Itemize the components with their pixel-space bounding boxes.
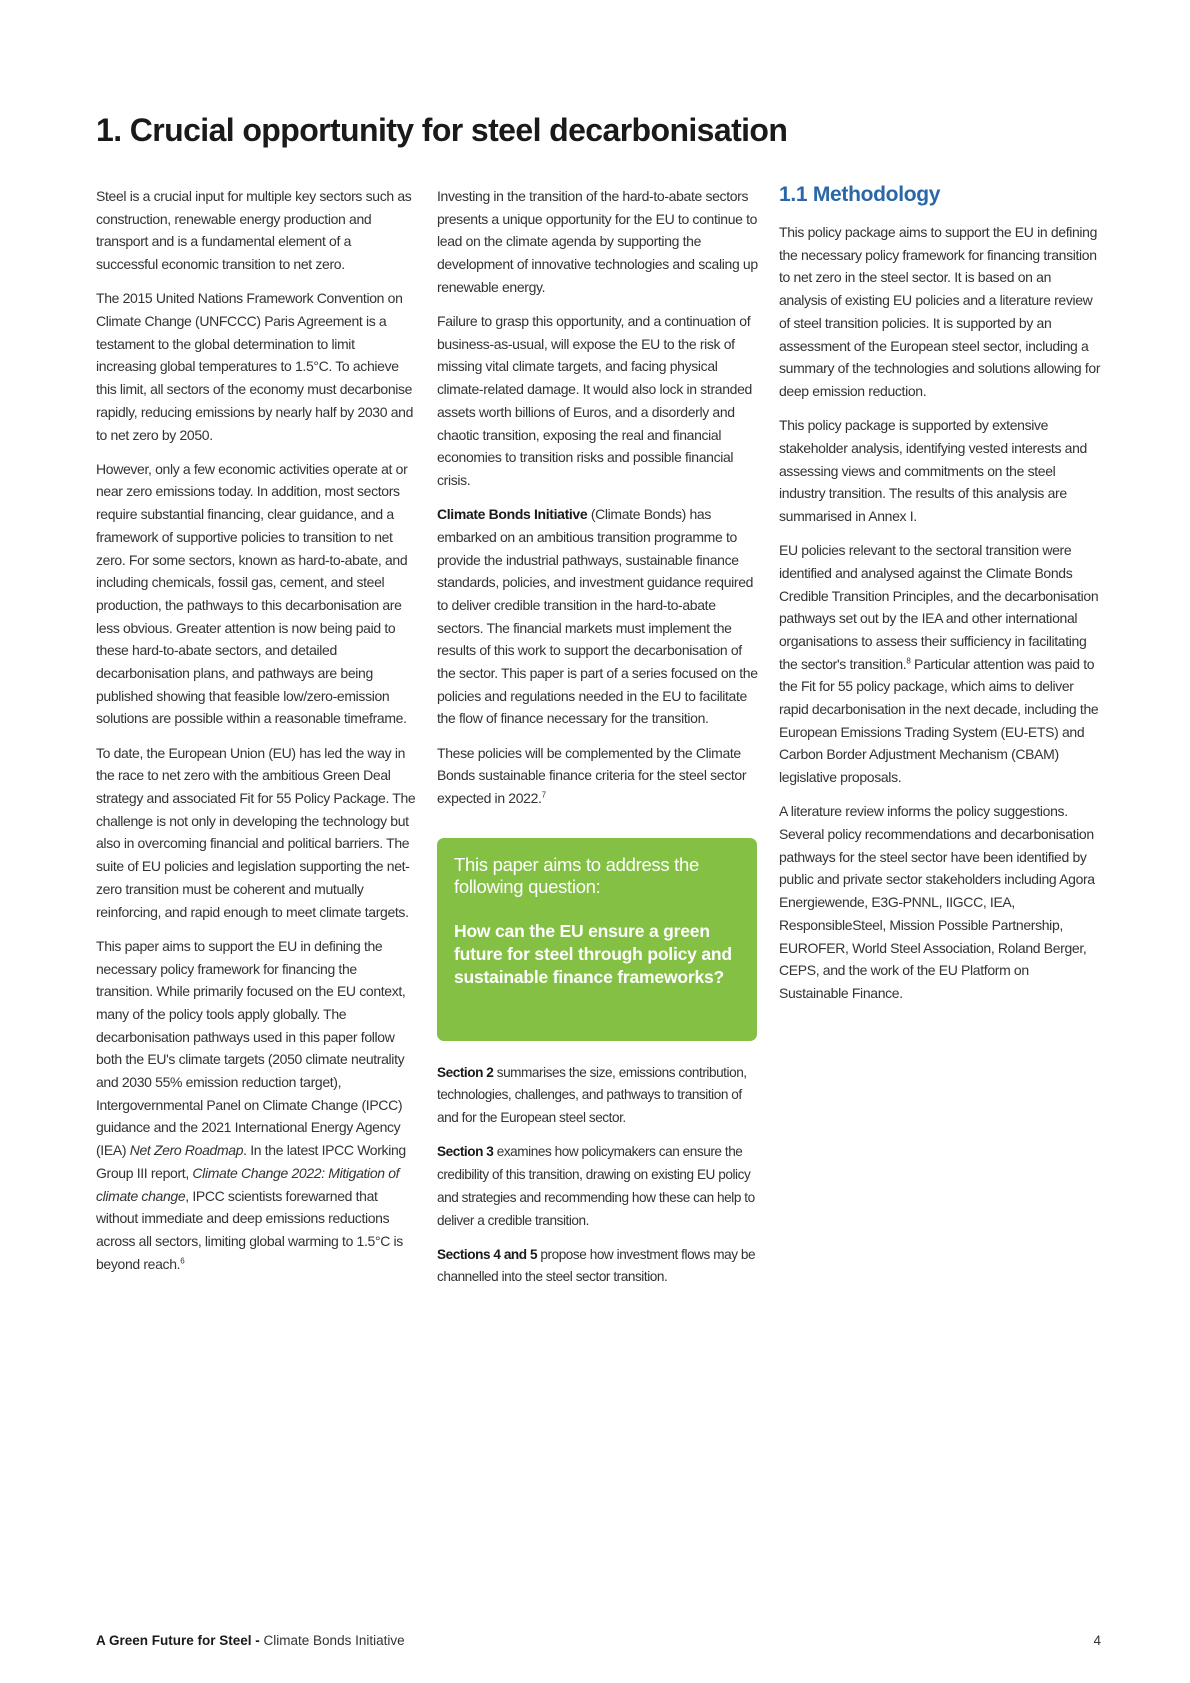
- column-3: [779, 185, 1101, 1016]
- paragraph-text: . In the latest IPCC Working Group III report,: [96, 1142, 406, 1181]
- footnote-ref: 6: [180, 1255, 185, 1265]
- org-name-bold: Climate Bonds Initiative: [437, 506, 588, 523]
- column-2: [437, 185, 760, 1301]
- paragraph: This policy package is supported by extensive stakeholder analysis, identifying vested interests and assessing views and commitments on the steel industry transition. The results of this analysis are summarised in Annex I.: [779, 417, 1087, 524]
- paragraph: However, only a few economic activities operate at or near zero emissions today. In addition, most sectors require substantial financing, clear guidance, and a framework of supportive policies to transition to net zero. For some sectors, known as hard-to-abate, and including chemicals, fossil gas, cement, and steel production, the pathways to this decarbonisation are less obvious. Greater attention is now being paid to these hard-to-abate sectors, and detailed decarbonisation plans, and pathways are being published showing that feasible low/zero-emission solutions are possible within a reasonable timeframe.: [96, 460, 408, 727]
- paragraph-text: These policies will be complemented by the Climate Bonds sustainable finance criteria for the steel sector expected in 2022.: [437, 744, 747, 807]
- paragraph: To date, the European Union (EU) has led the way in the race to net zero with the ambitious Green Deal strategy and associated Fit for 55 Policy Package. The challenge is not only in developing the technology but also in overcoming financial and political barriers. The suite of EU policies and legislation supporting the net-zero transition must be coherent and mutually reinforcing, and rapid enough to meet climate targets.: [96, 744, 416, 920]
- paragraph: Steel is a crucial input for multiple key sectors such as construction, renewable energy production and transport and is a fundamental element of a successful economic transition to net zero.: [96, 188, 412, 273]
- report-title-italic: Net Zero Roadmap: [129, 1142, 244, 1159]
- footer-org: Climate Bonds Initiative: [263, 1633, 405, 1648]
- paragraph: The 2015 United Nations Framework Convention on Climate Change (UNFCCC) Paris Agreement is a testament to the global determination to limit increasing global temperatures to 1.5°C. To achieve this limit, all sectors of the economy must decarbonise rapidly, reducing emissions by nearly half by 2030 and to net zero by 2050.: [96, 290, 414, 443]
- footnote-ref: 7: [541, 790, 546, 800]
- section-ref-bold: Section 2: [437, 1064, 494, 1080]
- paragraph: [779, 539, 1101, 789]
- page-number: 4: [1093, 1633, 1101, 1648]
- column-1: [96, 185, 416, 1287]
- section-summary: [437, 1062, 760, 1130]
- footnote-ref: 8: [906, 656, 911, 665]
- paragraph: A literature review informs the policy suggestions. Several policy recommendations and decarbonisation pathways for the steel sector have been identified by public and private sector stakeholders including Agora Energiewende, E3G-PNNL, IIGCC, IEA, ResponsibleSteel, Mission Possible Partnership, EUROFER, World Steel Association, Roland Berger, CEPS, and the work of the EU Platform on Sustainable Finance.: [779, 803, 1095, 1001]
- report-title-italic: Climate Change 2022: Mitigation of climate change: [96, 1164, 400, 1204]
- paragraph-text: examines how policymakers can ensure the credibility of this transition, drawing on existing EU policy and strategies and recommending how these can help to deliver a credible transition.: [437, 1144, 755, 1228]
- paragraph: [96, 935, 416, 1276]
- section-ref-bold: Sections 4 and 5: [437, 1246, 538, 1262]
- section-summary: [437, 1141, 760, 1232]
- paragraph-text: propose how investment flows may be channelled into the steel sector transition.: [437, 1246, 756, 1285]
- footer-doc-title: A Green Future for Steel -: [96, 1633, 264, 1648]
- paragraph: [437, 503, 760, 730]
- page-footer: [96, 1633, 1101, 1648]
- section-heading: 1.1 Methodology: [779, 183, 941, 206]
- paragraph-text: EU policies relevant to the sectoral transition were identified and analysed against the Climate Bonds Credible Transition Principles, and the decarbonisation pathways set out by the IEA and other international organisations to assess their sufficiency in facilitating the sector's transition.: [779, 542, 1099, 672]
- paragraph-text: , IPCC scientists forewarned that without immediate and deep emissions reductions across all sectors, limiting global warming to 1.5°C is beyond reach.: [96, 1187, 403, 1272]
- callout-question: How can the EU ensure a green future for steel through policy and sustainable finance frameworks?: [454, 920, 732, 987]
- page-title: 1. Crucial opportunity for steel decarbonisation: [96, 112, 788, 148]
- paragraph: Failure to grasp this opportunity, and a continuation of business-as-usual, will expose the EU to the risk of missing vital climate targets, and facing physical climate-related damage. It would also lock in stranded assets worth billions of Euros, and a disorderly and chaotic transition, exposing the real and financial economies to transition risks and possible financial crisis.: [437, 313, 752, 488]
- paragraph-text: This paper aims to support the EU in defining the necessary policy framework for financing the transition. While primarily focused on the EU context, many of the policy tools apply globally. The decarbonisation pathways used in this paper follow both the EU's climate targets (2050 climate neutrality and 2030 55% emission reduction target), Intergovernmental Panel on Climate Change (IPCC) guidance and the 2021 International Energy Agency (IEA): [96, 937, 406, 1159]
- paragraph-text: summarises the size, emissions contribution, technologies, challenges, and pathways to transition of and for the European steel sector.: [437, 1064, 747, 1126]
- paragraph: This policy package aims to support the EU in defining the necessary policy framework for financing transition to net zero in the steel sector. It is based on an analysis of existing EU policies and a literature review of steel transition policies. It is supported by an assessment of the European steel sector, including a summary of the technologies and solutions allowing for deep emission reduction.: [779, 224, 1101, 399]
- question-callout-box: [437, 838, 757, 1041]
- paragraph: Investing in the transition of the hard-to-abate sectors presents a unique opportunity for the EU to continue to lead on the climate agenda by supporting the development of innovative technologies and scaling up renewable energy.: [437, 188, 758, 295]
- paragraph-text: (Climate Bonds) has embarked on an ambitious transition programme to provide the industrial pathways, sustainable finance standards, policies, and investment guidance required to deliver credible transition in the hard-to-abate sectors. The financial markets must implement the results of this work to support the decarbonisation of the sector. This paper is part of a series focused on the policies and regulations needed in the EU to facilitate the flow of finance necessary for the transition.: [437, 506, 758, 727]
- callout-intro: This paper aims to address the following question:: [454, 853, 699, 897]
- section-summary: [437, 1244, 760, 1289]
- section-ref-bold: Section 3: [437, 1144, 494, 1160]
- paragraph-text: Particular attention was paid to the Fit for 55 policy package, which aims to deliver rapid decarbonisation in the next decade, including the European Emissions Trading System (EU-ETS) and Carbon Border Adjustment Mechanism (CBAM) legislative proposals.: [779, 655, 1099, 786]
- paragraph: [437, 742, 760, 810]
